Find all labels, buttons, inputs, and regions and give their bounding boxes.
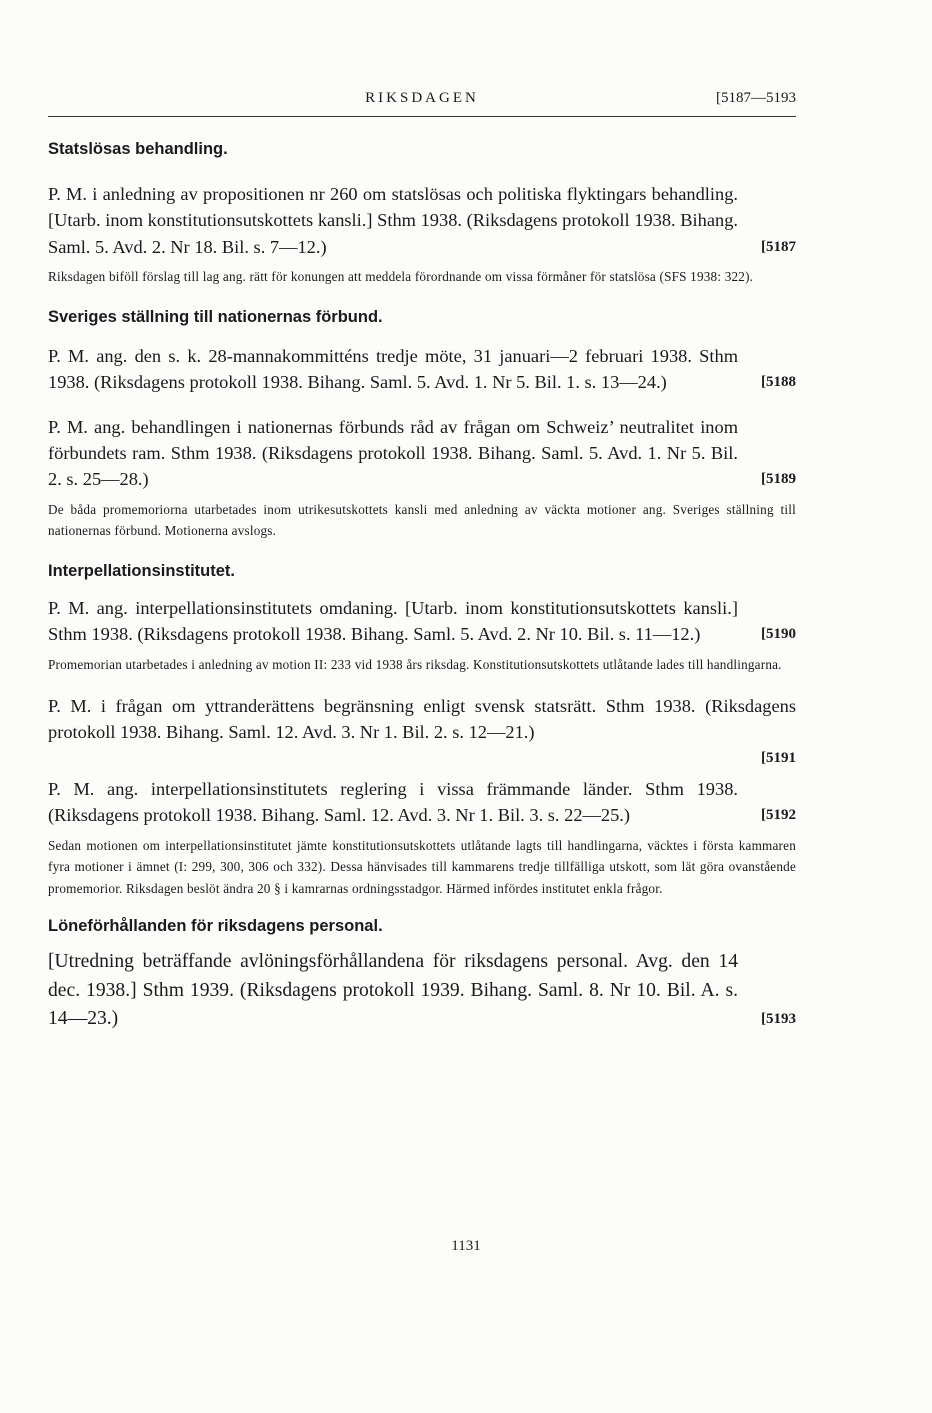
entry-number: [5188 xyxy=(761,374,796,391)
entry-number: [5191 xyxy=(761,750,796,767)
entry-note: Promemorian utarbetades i anledning av motion II: 233 vid 1938 års riksdag. Konstitutionsutskottets utlåtande lades till handlingarna. xyxy=(48,656,782,672)
entry-number: [5187 xyxy=(761,238,796,255)
entry-5188 xyxy=(48,343,796,396)
entry-range: [5187—5193 xyxy=(716,90,796,106)
entry-text: [Utredning beträffande avlöningsförhållandena för riksdagens personal. Avg. den 14 dec. 1938.] Sthm 1939. (Riksdagens protokoll 1939. Bihang. Saml. 8. Nr 10. Bil. A. s. 14—23.) xyxy=(48,951,738,1030)
page-content xyxy=(48,130,796,1034)
running-header xyxy=(48,88,796,117)
entry-5191 xyxy=(48,693,796,772)
entry-number: [5192 xyxy=(761,807,796,824)
entry-note: De båda promemoriorna utarbetades inom utrikesutskottets kansli med anledning av väckta motioner ang. Sveriges ställning till nationernas förbund. Motionerna avslogs. xyxy=(48,501,796,539)
entry-number: [5193 xyxy=(761,1011,796,1028)
entry-note: Riksdagen biföll förslag till lag ang. rätt för konungen att meddela förordnande om vissa förmåner för statslösa (SFS 1938: 322). xyxy=(48,269,754,285)
section-title-interpellationsinstitutet: Interpellationsinstitutet. xyxy=(48,561,236,580)
entry-text: P. M. i anledning av propositionen nr 260 om statslösas och politiska flyktingars behandling. [Utarb. inom konstitutionsutskottets kansli.] Sthm 1938. (Riksdagens protokoll 1938. Bihang. Saml. 5. Avd. 2. Nr 18. Bil. s. 7—12.) xyxy=(48,184,738,257)
entry-text: P. M. ang. interpellationsinstitutets omdaning. [Utarb. inom konstitutionsutskottets kansli.] Sthm 1938. (Riksdagens protokoll 1938. Bihang. Saml. 5. Avd. 2. Nr 10. Bil. s. 11—12.) xyxy=(48,597,738,645)
entry-5190 xyxy=(48,595,796,648)
entry-5189 xyxy=(48,414,796,493)
page-number: 1131 xyxy=(451,1238,481,1254)
entry-note: Sedan motionen om interpellationsinstitutet jämte konstitutionsutskottets utlåtande lagts till handlingarna, väcktes i första kammaren fyra motioner i ämnet (I: 299, 300, 306 och 332). Dessa hänvisades till kammarens tredje tillfälliga utskott, som lät göra ovanstående promemorior. Riksdagen beslöt ändra 20 § i kamrarnas ordningsstadgor. Härmed infördes institutet enkla frågor. xyxy=(48,837,796,896)
entry-number: [5190 xyxy=(761,626,796,643)
entry-5192 xyxy=(48,776,796,829)
entry-number: [5189 xyxy=(761,471,796,488)
entry-text: P. M. ang. behandlingen i nationernas förbunds råd av frågan om Schweiz’ neutralitet inom förbundets ram. Sthm 1938. (Riksdagens protokoll 1938. Bihang. Saml. 5. Avd. 1. Nr 5. Bil. 2. s. 25—28.) xyxy=(48,416,738,490)
entry-text: P. M. i frågan om yttranderättens begränsning enligt svensk statsrätt. Sthm 1938. (Riksdagens protokoll 1938. Bihang. Saml. 12. Avd. 3. Nr 1. Bil. 2. s. 12—21.) xyxy=(48,696,796,743)
entry-text: P. M. ang. den s. k. 28-mannakommitténs tredje möte, 31 januari—2 februari 1938. Sthm 1938. (Riksdagens protokoll 1938. Bihang. Saml. 5. Avd. 1. Nr 5. Bil. 1. s. 13—24.) xyxy=(48,345,738,393)
running-title: RIKSDAGEN xyxy=(365,90,479,106)
entry-5187 xyxy=(48,181,796,260)
entry-text: P. M. ang. interpellationsinstitutets reglering i vissa främmande länder. Sthm 1938. (Riksdagens protokoll 1938. Bihang. Saml. 12. Avd. 3. Nr 1. Bil. 3. s. 22—25.) xyxy=(48,778,738,826)
entry-5193 xyxy=(48,948,796,1034)
section-title-loneforhallanden: Löneförhållanden för riksdagens personal. xyxy=(48,917,383,936)
section-title-sveriges-stallning: Sveriges ställning till nationernas förbund. xyxy=(48,307,383,326)
section-title-statslosas: Statslösas behandling. xyxy=(48,140,228,158)
